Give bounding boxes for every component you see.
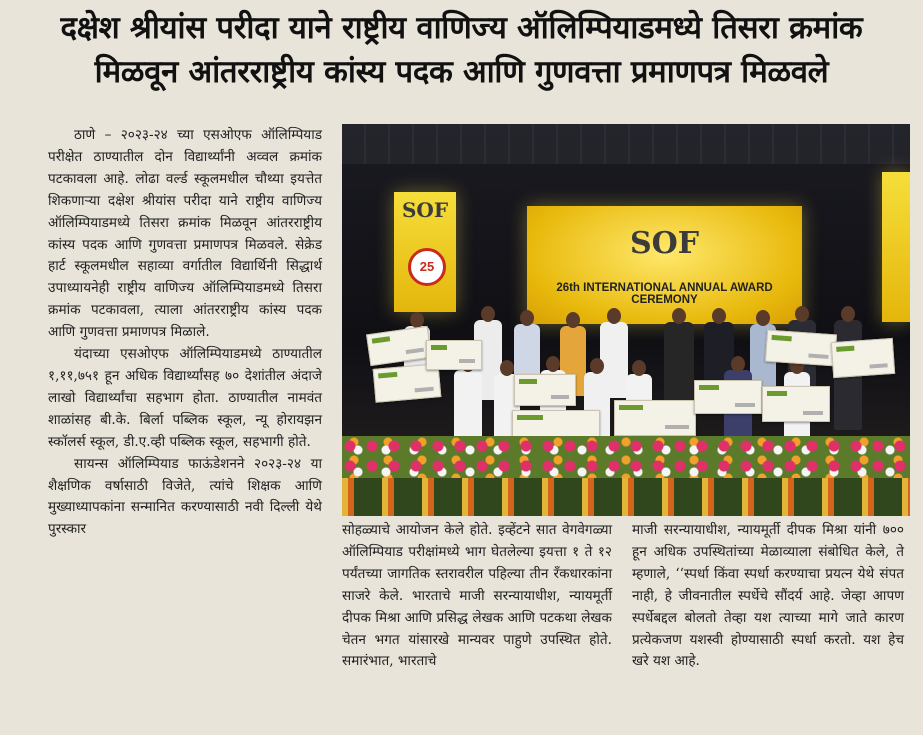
person-head	[731, 356, 745, 372]
article-column-1	[48, 125, 322, 541]
article-column-3	[632, 520, 904, 673]
banner-caption: 26th INTERNATIONAL ANNUAL AWARD CEREMONY	[556, 282, 773, 306]
article-paragraph-3: सायन्स ऑलिम्पियाड फाऊंडेशनने २०२३-२४ या शैक्षणिक वर्षासाठी विजेते, त्यांचे शिक्षक आणि मुख्याध्यापकांना सन्मानित करण्यासाठी नवी दिल्ली येथे पुरस्कार	[48, 455, 322, 538]
person-head	[566, 312, 580, 328]
person-head	[520, 310, 534, 326]
award-cheque	[831, 338, 895, 378]
award-ceremony-photo	[342, 124, 910, 516]
person-head	[546, 356, 560, 372]
article-paragraph-2: यंदाच्या एसओएफ ऑलिम्पियाडमध्ये ठाण्यातील १,११,७५१ हून अधिक विद्यार्थ्यांसह ७० देशांतील अंदाजे लाखो विद्यार्थ्यांचा सहभाग होता. ठाण्यातील नामवंत शाळांसह बी.के. बिर्ला पब्लिक स्कूल, न्यू होरायझन स्कॉलर्स स्कूल, डी.ए.व्ही पब्लिक स्कूल, सहभागी होते.	[48, 346, 322, 450]
headline	[0, 6, 923, 94]
award-winners-group	[364, 300, 894, 450]
award-cheque	[765, 330, 837, 367]
person-head	[756, 310, 770, 326]
person-head	[500, 360, 514, 376]
award-cheque	[514, 374, 576, 406]
article-column-2	[342, 520, 612, 673]
article-paragraph-1: ठाणे – २०२३-२४ च्या एसओएफ ऑलिम्पियाड परीक्षेत ठाण्यातील दोन विद्यार्थ्यांनी अव्वल क्रमांक पटकावला आहे. लोढा वर्ल्ड स्कूलमधील चौथ्या इयत्तेत शिकणाऱ्या दक्षेश श्रीयांस परीदा याने राष्ट्रीय वाणिज्य ऑलिम्पियाडमध्ये तिसरा क्रमांक मिळवून आंतरराष्ट्रीय कांस्य पदक आणि गुणवत्ता प्रमाणपत्र मिळवले. सेक्रेड हार्ट स्कूलमधील सहाव्या वर्गातील विद्यार्थिनी सिद्धार्थ उपाध्यायनेही राष्ट्रीय वाणिज्य ऑलिम्पियाडमध्ये तिसरा क्रमांक पटकावला, त्याला आंतरराष्ट्रीय कांस्य पदक आणि गुणवत्ता प्रमाणपत्र मिळाले.	[48, 127, 322, 341]
award-cheque	[614, 400, 696, 436]
person-head	[841, 306, 855, 322]
article-paragraph-4: सोहळ्याचे आयोजन केले होते. इव्हेंटने सात वेगवेगळ्या ऑलिम्पियाड परीक्षांमध्ये भाग घेतलेल्या इयत्ता १ ते १२ पर्यंतच्या जागतिक स्तरावरील पहिल्या तीन रँकधारकांना साजरे केले. भारताचे माजी सरन्यायाधीश, न्यायमूर्ती दीपक मिश्रा आणि प्रसिद्ध लेखक आणि पटकथा लेखक चेतन भगत यांसारखे मान्यवर पाहुणे उपस्थित होते. समारंभात, भारताचे	[342, 522, 612, 670]
sof-logo-small: SOF	[401, 198, 449, 222]
photo-ceiling	[342, 124, 910, 164]
anniversary-badge: 25	[408, 248, 446, 286]
article-paragraph-5: माजी सरन्यायाधीश, न्यायमूर्ती दीपक मिश्रा यांनी ७०० हून अधिक उपस्थितांच्या मेळाव्याला संबोधित केले, ते म्हणाले, ‘‘स्पर्धा किंवा स्पर्धा करण्याचा प्रयत्न येथे संपत नाही, हे जीवनातील स्पर्धेचे सौंदर्य आहे. जेव्हा आपण स्पर्धेबद्दल बोलतो तेव्हा यश त्याच्या मागे जाते कारण प्रत्येकजण यशस्वी होण्यासाठी स्पर्धा करतो. यश हेच खरे यश आहे.	[632, 522, 904, 670]
person-head	[481, 306, 495, 322]
headline-line-1: दक्षेश श्रीयांस परीदा याने राष्ट्रीय वाणिज्य ऑलिम्पियाडमध्ये तिसरा क्रमांक	[60, 10, 863, 46]
person-head	[590, 358, 604, 374]
sof-logo: SOF	[629, 226, 700, 261]
person	[454, 370, 482, 446]
flower-decoration	[342, 436, 910, 478]
person-head	[607, 308, 621, 324]
garland-decoration	[342, 478, 910, 516]
award-cheque	[694, 380, 762, 414]
person-head	[672, 308, 686, 324]
person-head	[795, 306, 809, 322]
headline-line-2: मिळवून आंतरराष्ट्रीय कांस्य पदक आणि गुणवत्ता प्रमाणपत्र मिळवले	[94, 54, 829, 90]
person-head	[632, 360, 646, 376]
award-cheque	[426, 340, 482, 370]
side-banner-left	[394, 192, 456, 312]
person	[664, 322, 694, 402]
award-cheque	[762, 386, 830, 422]
person-head	[712, 308, 726, 324]
